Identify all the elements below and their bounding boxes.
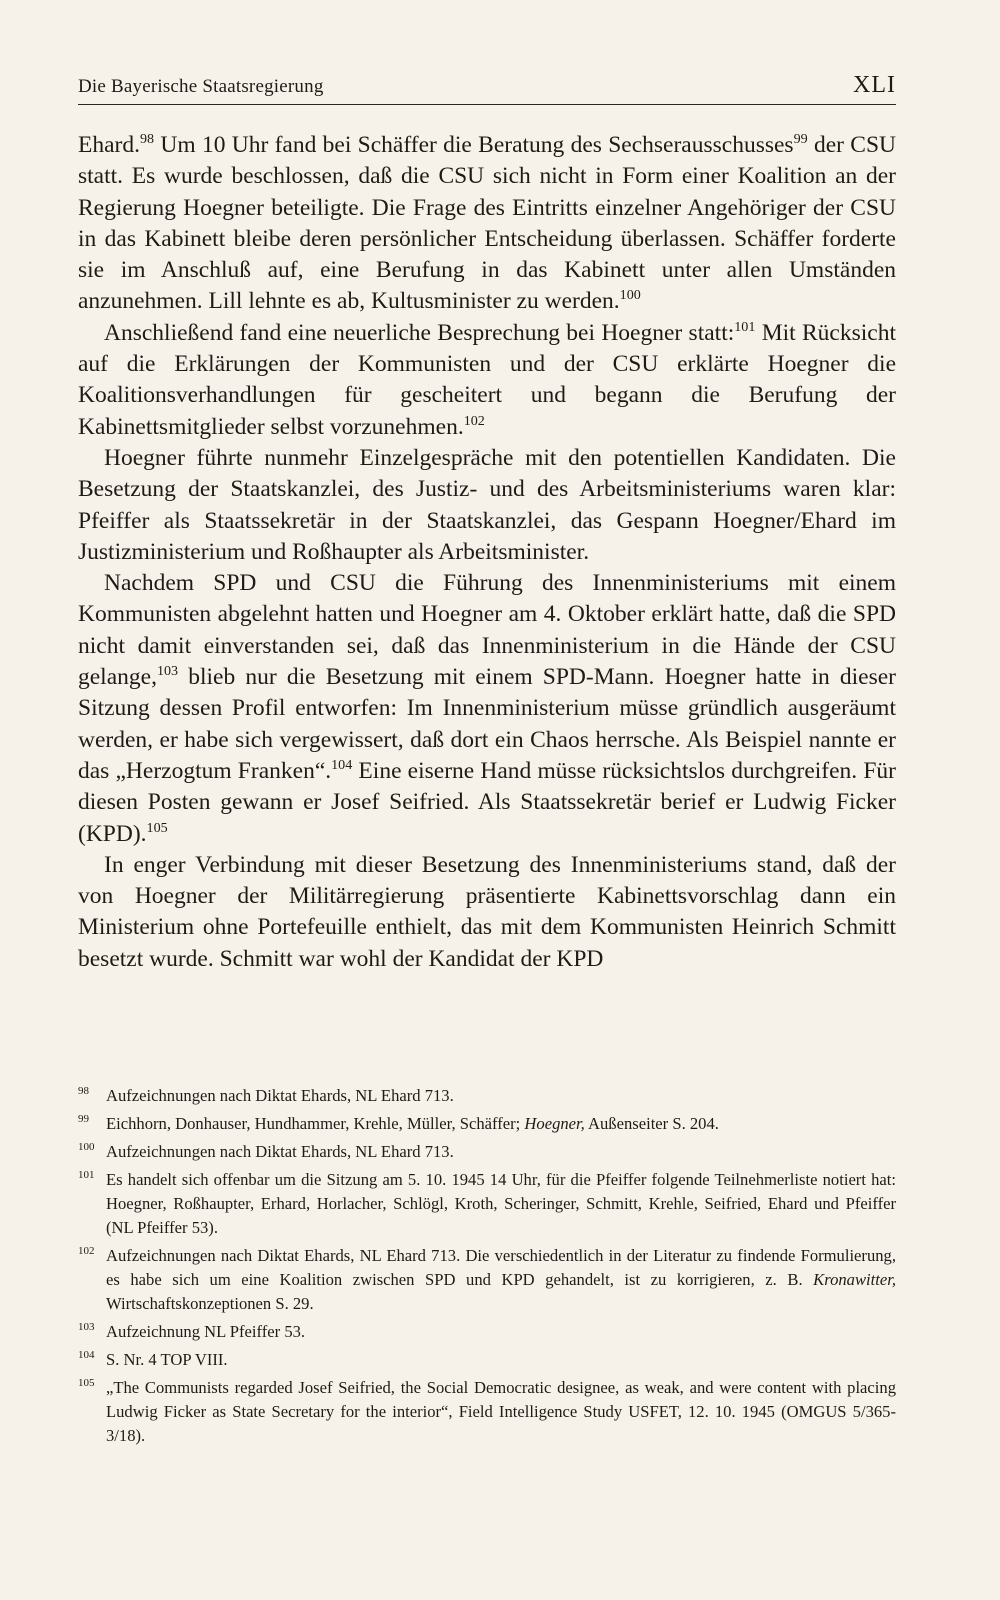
footnote xyxy=(78,1140,896,1164)
footnote-text: Außenseiter S. 204. xyxy=(584,1114,719,1133)
running-header xyxy=(78,72,896,105)
footnote-text: Aufzeichnungen nach Diktat Ehards, NL Ehard 713. xyxy=(106,1086,454,1105)
footnote xyxy=(78,1168,896,1240)
footnote-number: 105 xyxy=(78,1377,95,1389)
text-run: blieb nur die Besetzung mit einem SPD-Mann. Hoegner hatte in dieser Sitzung dessen Profil entworfen: Im Innenministerium müsse gründlich ausgeräumt werden, er habe sich vergewissert, daß dort ein Chaos herrsche. Als Beispiel nannte er das „Herzogtum Franken“. xyxy=(78,664,896,784)
footnote-number: 103 xyxy=(78,1321,95,1333)
footnote-ref: 105 xyxy=(146,819,168,836)
footnote-text: Wirtschaftskonzeptionen S. 29. xyxy=(106,1294,314,1313)
main-text xyxy=(78,130,896,975)
footnote xyxy=(78,1112,896,1136)
footnote xyxy=(78,1376,896,1448)
paragraph xyxy=(78,130,896,318)
footnote xyxy=(78,1084,896,1108)
text-run: Hoegner führte nunmehr Einzelgespräche mit den potentiellen Kandidaten. Die Besetzung der Staatskanzlei, des Justiz- und des Arbeitsministeriums waren klar: Pfeiffer als Staatssekretär in der Staatskanzlei, das Gespann Hoegner/Ehard im Justizministerium und Roßhaupter als Arbeitsminister. xyxy=(78,444,896,565)
footnote-ref: 99 xyxy=(793,131,808,148)
footnote-text: Aufzeichnungen nach Diktat Ehards, NL Ehard 713. Die verschiedentlich in der Literatur zu findende Formulierung, es habe sich um eine Koalition zwischen SPD und KPD gehandelt, ist zu korrigieren, z. B. xyxy=(106,1246,896,1289)
text-run: Anschließend fand eine neuerliche Besprechung bei Hoegner statt: xyxy=(104,319,735,346)
text-run: Um 10 Uhr fand bei Schäffer die Beratung des Sechserausschusses xyxy=(154,132,794,158)
footnote xyxy=(78,1244,896,1316)
footnote-text: Eichhorn, Donhauser, Hundhammer, Krehle, Müller, Schäffer; xyxy=(106,1114,525,1133)
text-run: In enger Verbindung mit dieser Besetzung des Innenministeriums stand, daß der von Hoegner der Militärregierung präsentierte Kabinettsvorschlag dann ein Ministerium ohne Portefeuille enthielt, das mit dem Kommunisten Heinrich Schmitt besetzt wurde. Schmitt war wohl der Kandidat der KPD xyxy=(78,851,896,972)
footnote-text: „The Communists regarded Josef Seifried, the Social Democratic designee, as weak, and were content with placing Ludwig Ficker as State Secretary for the interior“, Field Intelligence Study USFET, 12. 10. 1945 (OMGUS 5/365-3/18). xyxy=(106,1378,896,1445)
paragraph xyxy=(78,850,896,975)
footnote-ref: 103 xyxy=(156,663,179,680)
text-run: Ehard. xyxy=(78,132,140,158)
footnote xyxy=(78,1320,896,1344)
footnote xyxy=(78,1348,896,1372)
paragraph xyxy=(78,568,896,850)
footnote-author: Hoegner, xyxy=(524,1114,585,1133)
footnote-number: 102 xyxy=(78,1245,95,1257)
footnote-text: S. Nr. 4 TOP VIII. xyxy=(106,1350,228,1369)
running-title: Die Bayerische Staatsregierung xyxy=(78,76,324,97)
footnote-ref: 102 xyxy=(463,412,485,429)
text-run: Eine eiserne Hand müsse rücksichtslos durchgreifen. Für diesen Posten gewann er Josef Seifried. Als Staatssekretär berief er Ludwig Ficker (KPD). xyxy=(78,757,896,847)
text-run: der CSU statt. Es wurde beschlossen, daß die CSU sich nicht in Form einer Koalition an der Regierung Hoegner beteiligte. Die Frage des Eintritts einzelner Angehöriger der CSU in das Kabinett bleibe deren persönlicher Entscheidung überlassen. Schäffer forderte sie im Anschluß auf, eine Berufung in das Kabinett unter allen Umständen anzunehmen. Lill lehnte es ab, Kultusminister zu werden. xyxy=(78,132,896,315)
text-run: Nachdem SPD und CSU die Führung des Innenministeriums mit einem Kommunisten abgelehnt hatten und Hoegner am 4. Oktober erklärt hatte, daß die SPD nicht damit einverstanden sei, daß das Innenministerium in die Hände der CSU gelange, xyxy=(78,570,896,691)
text-run: Mit Rücksicht auf die Erklärungen der Kommunisten und der CSU erklärte Hoegner die Koalitionsverhandlungen für gescheitert und begann die Berufung der Kabinettsmitglieder selbst vorzunehmen. xyxy=(78,319,896,440)
paragraph xyxy=(78,318,896,443)
footnote-number: 98 xyxy=(78,1085,89,1097)
footnote-number: 104 xyxy=(78,1349,95,1361)
footnote-ref: 101 xyxy=(734,318,756,335)
footnote-number: 100 xyxy=(78,1141,95,1153)
footnote-text: Aufzeichnung NL Pfeiffer 53. xyxy=(106,1322,306,1341)
paragraph xyxy=(78,443,896,568)
footnote-ref: 98 xyxy=(140,131,155,148)
footnote-text: Aufzeichnungen nach Diktat Ehards, NL Ehard 713. xyxy=(106,1142,454,1161)
footnotes xyxy=(78,1084,896,1452)
footnote-text: Es handelt sich offenbar um die Sitzung am 5. 10. 1945 14 Uhr, für die Pfeiffer folgende Teilnehmerliste notiert hat: Hoegner, Roßhaupter, Erhard, Horlacher, Schlögl, Kroth, Scheringer, Schmitt, Krehle, Seifried, Ehard und Pfeiffer (NL Pfeiffer 53). xyxy=(106,1170,896,1237)
footnote-number: 101 xyxy=(78,1169,95,1181)
footnote-number: 99 xyxy=(78,1113,89,1125)
page-number: XLI xyxy=(853,72,896,98)
footnote-ref: 104 xyxy=(331,757,353,774)
footnote-ref: 100 xyxy=(619,287,641,304)
footnote-author: Kronawitter, xyxy=(813,1270,896,1289)
